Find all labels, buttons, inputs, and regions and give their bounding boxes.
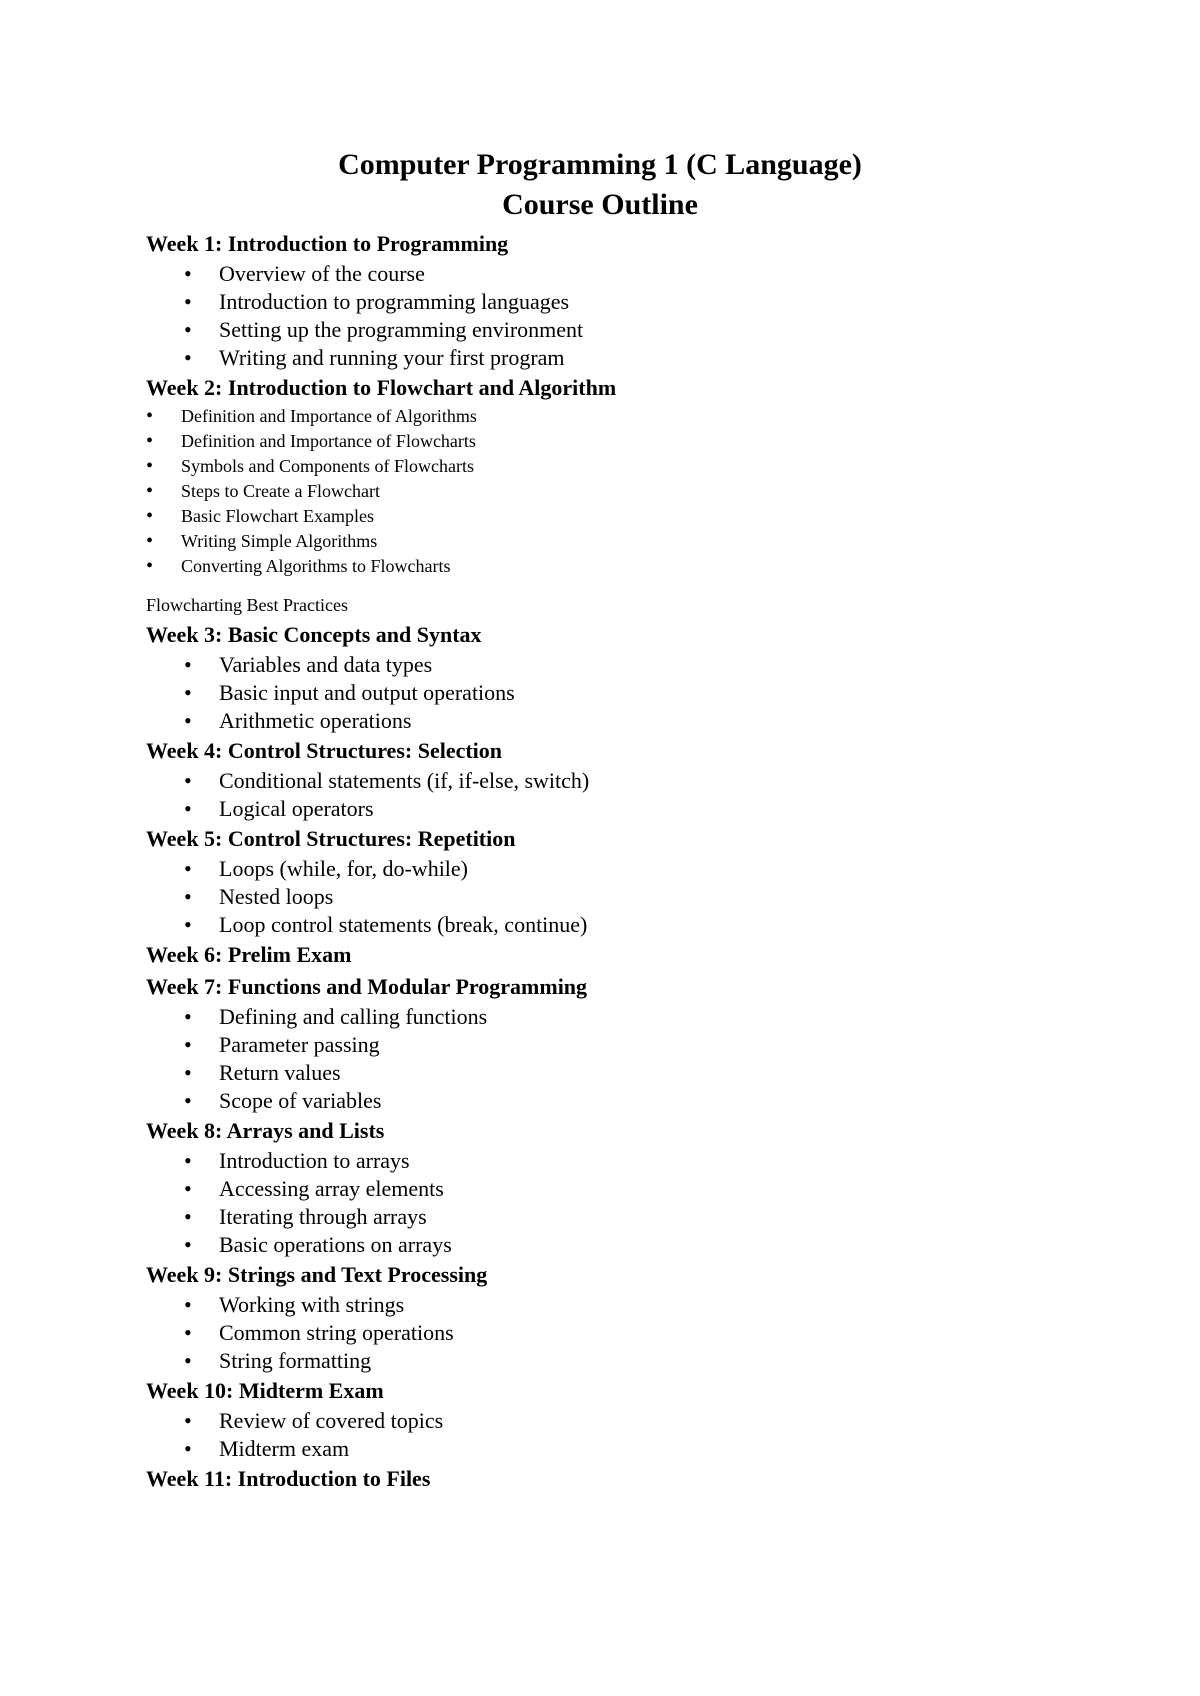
topic-item: • Loops (while, for, do-while) — [146, 855, 1146, 883]
topic-item: • Setting up the programming environment — [146, 316, 1146, 344]
week-heading: Week 8: Arrays and Lists — [146, 1118, 385, 1143]
week-heading: Week 3: Basic Concepts and Syntax — [146, 622, 482, 647]
topic-item: • Conditional statements (if, if-else, switch) — [146, 767, 1146, 795]
topic-item: • Common string operations — [146, 1319, 1146, 1347]
topic-item: • Writing Simple Algorithms — [146, 529, 1146, 554]
week-11-section — [146, 1463, 1146, 1495]
week-10-section — [146, 1375, 1146, 1463]
week-heading: Week 6: Prelim Exam — [146, 942, 352, 967]
topic-item: • Midterm exam — [146, 1435, 1146, 1463]
topic-item: • Scope of variables — [146, 1087, 1146, 1115]
week-heading: Week 7: Functions and Modular Programming — [146, 974, 588, 999]
week-note: Flowcharting Best Practices — [146, 595, 348, 615]
topic-list — [146, 651, 1146, 735]
topic-item: • Symbols and Components of Flowcharts — [146, 454, 1146, 479]
topic-item: • Loop control statements (break, continue) — [146, 911, 1146, 939]
week-heading: Week 2: Introduction to Flowchart and Algorithm — [146, 375, 617, 400]
topic-list — [146, 1407, 1146, 1463]
document-title: Computer Programming 1 (C Language) — [338, 148, 862, 181]
week-5-section — [146, 823, 1146, 939]
week-heading: Week 9: Strings and Text Processing — [146, 1262, 488, 1287]
topic-item: • Basic Flowchart Examples — [146, 504, 1146, 529]
week-heading: Week 4: Control Structures: Selection — [146, 738, 503, 763]
topic-item: • Defining and calling functions — [146, 1003, 1146, 1031]
title-block — [0, 145, 1200, 225]
course-outline — [146, 228, 1146, 1495]
topic-item: • Accessing array elements — [146, 1175, 1146, 1203]
week-heading: Week 5: Control Structures: Repetition — [146, 826, 516, 851]
topic-item: • String formatting — [146, 1347, 1146, 1375]
topic-item: • Converting Algorithms to Flowcharts — [146, 554, 1146, 579]
topic-item: • Arithmetic operations — [146, 707, 1146, 735]
week-3-section — [146, 619, 1146, 735]
topic-list — [146, 404, 1146, 579]
week-heading: Week 1: Introduction to Programming — [146, 231, 509, 256]
topic-item: • Return values — [146, 1059, 1146, 1087]
week-7-section — [146, 971, 1146, 1115]
topic-item: • Introduction to programming languages — [146, 288, 1146, 316]
topic-list — [146, 1147, 1146, 1259]
topic-item: • Introduction to arrays — [146, 1147, 1146, 1175]
week-2-section — [146, 372, 1146, 619]
topic-list — [146, 1003, 1146, 1115]
topic-item: • Steps to Create a Flowchart — [146, 479, 1146, 504]
topic-list — [146, 767, 1146, 823]
topic-item: • Iterating through arrays — [146, 1203, 1146, 1231]
topic-item: • Working with strings — [146, 1291, 1146, 1319]
document-subtitle: Course Outline — [502, 188, 698, 221]
topic-item: • Writing and running your first program — [146, 344, 1146, 372]
week-heading: Week 10: Midterm Exam — [146, 1378, 384, 1403]
week-1-section — [146, 228, 1146, 372]
topic-item: • Nested loops — [146, 883, 1146, 911]
topic-item: • Variables and data types — [146, 651, 1146, 679]
topic-item: • Basic operations on arrays — [146, 1231, 1146, 1259]
week-8-section — [146, 1115, 1146, 1259]
week-4-section — [146, 735, 1146, 823]
topic-item: • Logical operators — [146, 795, 1146, 823]
week-6-section — [146, 939, 1146, 971]
week-heading: Week 11: Introduction to Files — [146, 1466, 431, 1491]
topic-item: • Definition and Importance of Algorithms — [146, 404, 1146, 429]
topic-item: • Overview of the course — [146, 260, 1146, 288]
topic-list — [146, 260, 1146, 372]
topic-list — [146, 855, 1146, 939]
topic-item: • Review of covered topics — [146, 1407, 1146, 1435]
topic-item: • Definition and Importance of Flowcharts — [146, 429, 1146, 454]
topic-item: • Parameter passing — [146, 1031, 1146, 1059]
topic-item: • Basic input and output operations — [146, 679, 1146, 707]
week-9-section — [146, 1259, 1146, 1375]
topic-list — [146, 1291, 1146, 1375]
